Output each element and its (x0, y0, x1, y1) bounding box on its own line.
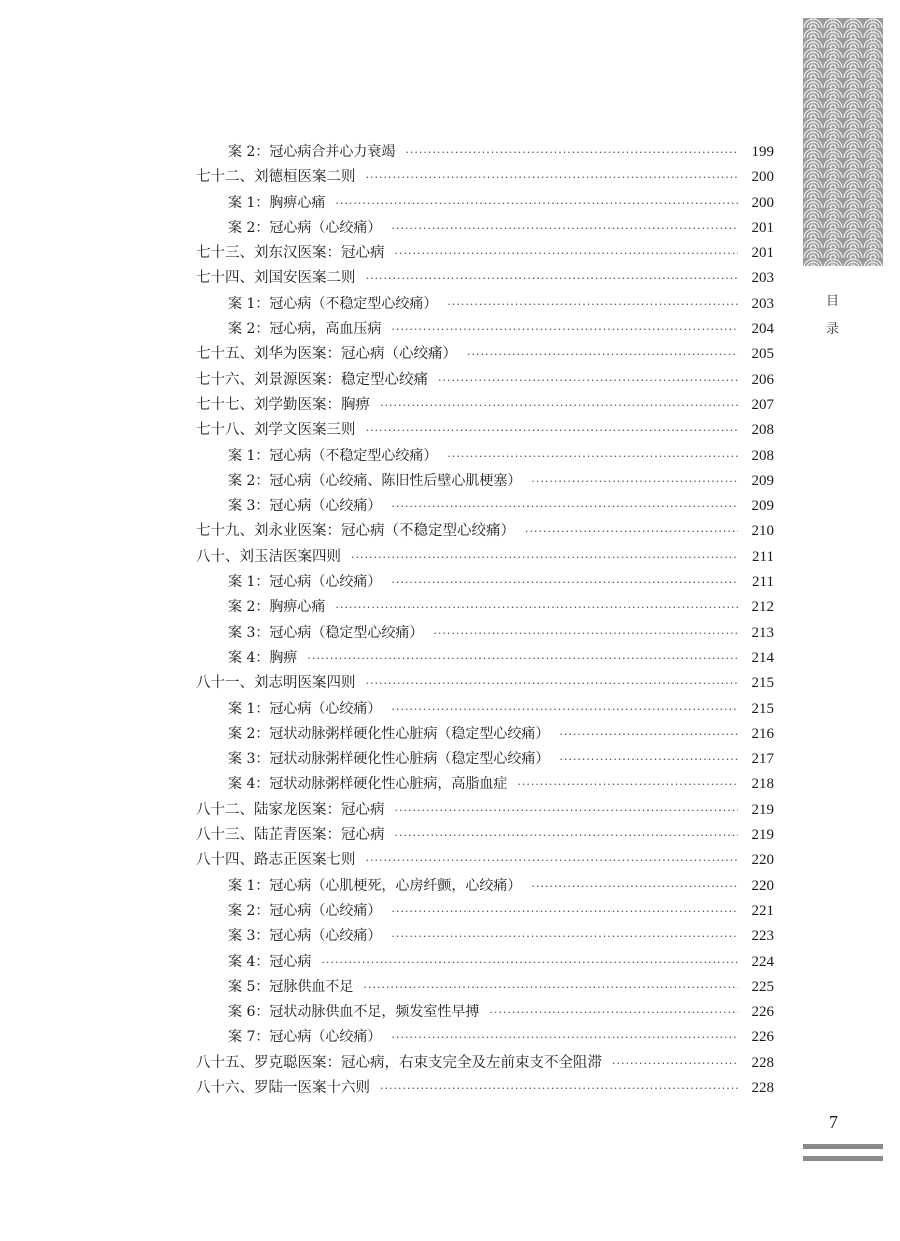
toc-leader-dots (335, 191, 738, 216)
toc-leader-dots (447, 292, 738, 317)
toc-entry-page: 206 (751, 371, 774, 388)
toc-leader-dots (391, 1025, 738, 1050)
toc-entry-title: 七十八、刘学文医案三则 (196, 422, 356, 439)
toc-entry-title: 案 1：冠心病（心绞痛） (228, 574, 382, 591)
toc-entry-page: 226 (751, 1004, 774, 1021)
toc-entry-title: 案 1：胸痹心痛 (228, 194, 326, 211)
toc-entry-title: 七十三、刘东汉医案：冠心病 (196, 245, 385, 262)
toc-entry-page: 219 (751, 827, 774, 844)
toc-entry[interactable] (196, 1051, 774, 1076)
toc-sub-entry[interactable] (196, 216, 774, 241)
toc-entry-page: 223 (751, 928, 774, 945)
toc-entry-title: 八十、刘玉洁医案四则 (196, 548, 341, 565)
toc-entry-page: 205 (751, 346, 774, 363)
toc-sub-entry[interactable] (196, 191, 774, 216)
decorative-wave-panel (803, 18, 883, 266)
toc-entry[interactable] (196, 671, 774, 696)
toc-sub-entry[interactable] (196, 646, 774, 671)
toc-entry-title: 案 1：冠心病（心肌梗死，心房纤颤，心绞痛） (228, 877, 522, 894)
toc-leader-dots (391, 216, 738, 241)
toc-entry[interactable] (196, 545, 774, 570)
toc-sub-entry[interactable] (196, 747, 774, 772)
toc-entry[interactable] (196, 1076, 774, 1101)
toc-entry-title: 八十四、路志正医案七则 (196, 852, 356, 869)
toc-entry-page: 209 (751, 472, 774, 489)
toc-entry-title: 案 4：冠心病 (228, 953, 312, 970)
toc-entry-title: 案 2：胸痹心痛 (228, 599, 326, 616)
toc-entry-page: 200 (751, 194, 774, 211)
toc-sub-entry[interactable] (196, 874, 774, 899)
toc-entry-title: 案 5：冠脉供血不足 (228, 978, 354, 995)
toc-leader-dots (395, 241, 739, 266)
toc-entry-title: 七十七、刘学勤医案：胸痹 (196, 396, 370, 413)
toc-leader-dots (489, 1000, 738, 1025)
toc-leader-dots (391, 899, 738, 924)
toc-sub-entry[interactable] (196, 317, 774, 342)
toc-entry[interactable] (196, 823, 774, 848)
toc-sub-entry[interactable] (196, 469, 774, 494)
toc-leader-dots (405, 140, 738, 165)
toc-sub-entry[interactable] (196, 697, 774, 722)
toc-leader-dots (433, 621, 738, 646)
toc-entry-page: 221 (751, 902, 774, 919)
toc-sub-entry[interactable] (196, 140, 774, 165)
toc-entry-page: 207 (751, 396, 774, 413)
toc-leader-dots (366, 266, 739, 291)
toc-leader-dots (366, 671, 739, 696)
toc-entry-page: 215 (751, 675, 774, 692)
toc-leader-dots (517, 772, 738, 797)
toc-entry-title: 案 1：冠心病（不稳定型心绞痛） (228, 295, 438, 312)
toc-entry-title: 案 4：冠状动脉粥样硬化性心脏病，高脂血症 (228, 776, 508, 793)
toc-entry-page: 220 (751, 852, 774, 869)
toc-sub-entry[interactable] (196, 595, 774, 620)
toc-entry-page: 228 (751, 1054, 774, 1071)
toc-leader-dots (559, 722, 738, 747)
toc-leader-dots (380, 1076, 738, 1101)
toc-entry-title: 案 4：胸痹 (228, 649, 298, 666)
toc-entry-page: 214 (751, 649, 774, 666)
toc-entry-title: 七十二、刘德桓医案二则 (196, 169, 356, 186)
toc-leader-dots (363, 975, 738, 1000)
footer-bar-bottom (803, 1156, 883, 1161)
toc-entry[interactable] (196, 848, 774, 873)
toc-leader-dots (380, 393, 738, 418)
toc-entry-title: 案 2：冠心病（心绞痛） (228, 219, 382, 236)
toc-entry[interactable] (196, 241, 774, 266)
toc-entry-page: 209 (751, 498, 774, 515)
toc-entry-title: 案 3：冠心病（心绞痛） (228, 498, 382, 515)
toc-entry-page: 199 (751, 144, 774, 160)
toc-entry-page: 219 (751, 801, 774, 818)
page-number: 7 (829, 1112, 838, 1132)
toc-entry-page: 212 (751, 599, 774, 616)
toc-leader-dots (366, 165, 739, 190)
toc-entry-title: 案 3：冠状动脉粥样硬化性心脏病（稳定型心绞痛） (228, 751, 550, 768)
toc-entry-page: 228 (751, 1079, 774, 1096)
toc-entry-page: 225 (751, 978, 774, 995)
toc-entry-title: 七十四、刘国安医案二则 (196, 270, 356, 287)
toc-leader-dots (531, 874, 738, 899)
toc-entry-title: 案 2：冠心病（心绞痛、陈旧性后壁心肌梗塞） (228, 472, 522, 489)
toc-sub-entry[interactable] (196, 570, 774, 595)
toc-entry-title: 七十五、刘华为医案：冠心病（心绞痛） (196, 346, 457, 363)
toc-entry-page: 216 (751, 725, 774, 742)
toc-entry-page: 201 (751, 245, 774, 262)
toc-leader-dots (321, 950, 738, 975)
toc-leader-dots (447, 444, 738, 469)
toc-leader-dots (559, 747, 738, 772)
toc-sub-entry[interactable] (196, 494, 774, 519)
toc-leader-dots (391, 570, 738, 595)
toc-entry-page: 211 (752, 548, 774, 565)
toc-entry-page: 208 (751, 422, 774, 439)
toc-entry-page: 217 (751, 751, 774, 768)
table-of-contents (196, 140, 774, 1101)
toc-entry-page: 200 (751, 169, 774, 186)
toc-sub-entry[interactable] (196, 621, 774, 646)
toc-sub-entry[interactable] (196, 1025, 774, 1050)
wave-pattern-icon (803, 18, 883, 266)
toc-entry-title: 八十六、罗陆一医案十六则 (196, 1079, 370, 1096)
toc-entry-page: 215 (751, 700, 774, 717)
toc-leader-dots (366, 418, 739, 443)
toc-leader-dots (307, 646, 738, 671)
toc-leader-dots (525, 519, 738, 544)
toc-entry-title: 案 7：冠心病（心绞痛） (228, 1029, 382, 1046)
toc-entry-page: 211 (752, 574, 774, 591)
toc-sub-entry[interactable] (196, 899, 774, 924)
toc-entry-title: 八十二、陆家龙医案：冠心病 (196, 801, 385, 818)
toc-entry-title: 七十九、刘永业医案：冠心病（不稳定型心绞痛） (196, 523, 515, 540)
toc-entry-title: 案 2：冠心病（心绞痛） (228, 902, 382, 919)
toc-entry-page: 204 (751, 321, 774, 338)
toc-entry[interactable] (196, 165, 774, 190)
toc-leader-dots (391, 697, 738, 722)
side-label-mu: 目 (826, 294, 840, 309)
toc-entry-page: 224 (751, 953, 774, 970)
toc-entry-title: 七十六、刘景源医案：稳定型心绞痛 (196, 371, 428, 388)
toc-entry-title: 案 1：冠心病（不稳定型心绞痛） (228, 447, 438, 464)
toc-sub-entry[interactable] (196, 975, 774, 1000)
toc-sub-entry[interactable] (196, 772, 774, 797)
footer-bar-top (803, 1144, 883, 1149)
toc-entry[interactable] (196, 368, 774, 393)
toc-sub-entry[interactable] (196, 444, 774, 469)
toc-entry-title: 案 1：冠心病（心绞痛） (228, 700, 382, 717)
toc-entry-title: 案 2：冠心病，高血压病 (228, 321, 382, 338)
toc-leader-dots (391, 924, 738, 949)
toc-entry-title: 八十三、陆芷青医案：冠心病 (196, 827, 385, 844)
toc-entry-title: 八十五、罗克聪医案：冠心病，右束支完全及左前束支不全阻滞 (196, 1054, 602, 1071)
toc-sub-entry[interactable] (196, 924, 774, 949)
toc-leader-dots (395, 798, 739, 823)
toc-sub-entry[interactable] (196, 1000, 774, 1025)
toc-entry-page: 201 (751, 219, 774, 236)
toc-entry-page: 210 (751, 523, 774, 540)
toc-entry[interactable] (196, 798, 774, 823)
toc-entry-page: 226 (751, 1029, 774, 1046)
toc-entry[interactable] (196, 342, 774, 367)
toc-entry-title: 八十一、刘志明医案四则 (196, 675, 356, 692)
toc-entry-page: 213 (751, 624, 774, 641)
toc-sub-entry[interactable] (196, 950, 774, 975)
toc-leader-dots (531, 469, 738, 494)
toc-leader-dots (438, 368, 738, 393)
toc-entry[interactable] (196, 393, 774, 418)
toc-entry-title: 案 3：冠心病（稳定型心绞痛） (228, 624, 424, 641)
side-label-lu: 录 (826, 322, 840, 337)
toc-sub-entry[interactable] (196, 292, 774, 317)
toc-leader-dots (391, 317, 738, 342)
toc-leader-dots (467, 342, 738, 367)
toc-entry-title: 案 2：冠状动脉粥样硬化性心脏病（稳定型心绞痛） (228, 725, 550, 742)
toc-entry[interactable] (196, 266, 774, 291)
toc-entry[interactable] (196, 418, 774, 443)
toc-leader-dots (395, 823, 739, 848)
toc-leader-dots (366, 848, 739, 873)
toc-entry-page: 203 (751, 295, 774, 312)
toc-entry-page: 203 (751, 270, 774, 287)
toc-leader-dots (391, 494, 738, 519)
toc-leader-dots (351, 545, 738, 570)
toc-entry-title: 案 6：冠状动脉供血不足，频发室性早搏 (228, 1004, 480, 1021)
toc-entry-title: 案 2：冠心病合并心力衰竭 (228, 144, 396, 160)
toc-entry-page: 220 (751, 877, 774, 894)
toc-entry-title: 案 3：冠心病（心绞痛） (228, 928, 382, 945)
toc-leader-dots (335, 595, 738, 620)
toc-entry-page: 208 (751, 447, 774, 464)
toc-sub-entry[interactable] (196, 722, 774, 747)
toc-leader-dots (612, 1051, 738, 1076)
toc-entry[interactable] (196, 519, 774, 544)
toc-entry-page: 218 (751, 776, 774, 793)
